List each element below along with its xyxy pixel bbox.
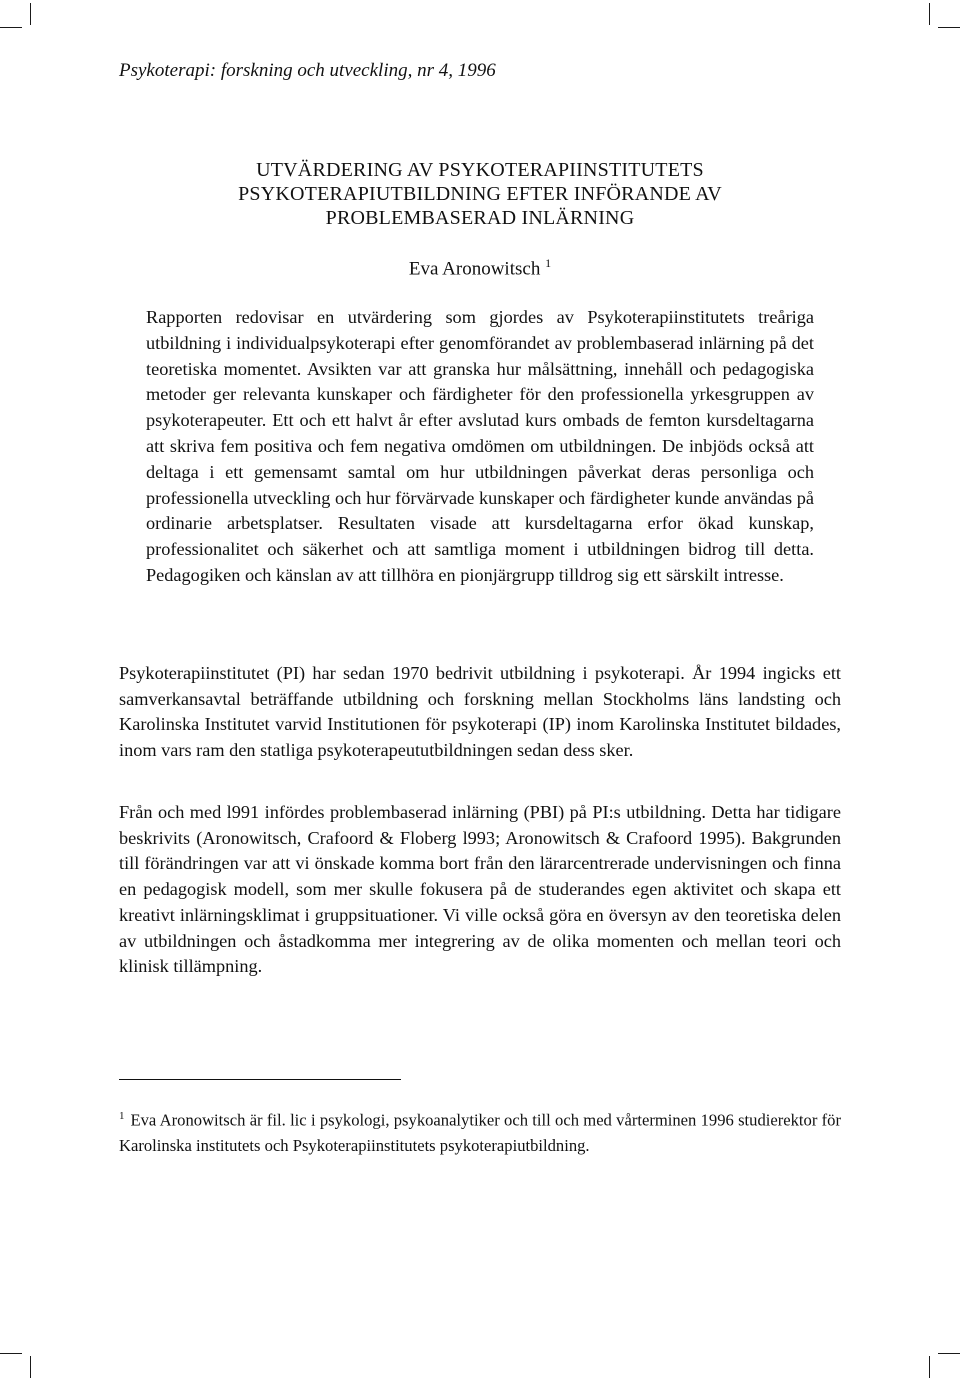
title-line-1: UTVÄRDERING AV PSYKOTERAPIINSTITUTETS — [256, 159, 704, 181]
crop-mark-top-left-h — [0, 27, 22, 28]
author-footnote-marker: 1 — [545, 256, 552, 270]
footnote-marker: 1 — [119, 1110, 125, 1122]
footnote-text: Eva Aronowitsch är fil. lic i psykologi, psykoanalytiker och till och med vårterminen 1996 studierektor för Karolinska institutets och Psykoterapiinstitutets psykoterapiutbildning. — [119, 1110, 841, 1155]
crop-mark-bottom-left-h — [0, 1353, 22, 1354]
footnote-rule — [119, 1079, 401, 1080]
crop-mark-bottom-right-v — [929, 1356, 930, 1378]
journal-header: Psykoterapi: forskning och utveckling, nr 4, 1996 — [119, 60, 496, 81]
crop-mark-top-left-v — [30, 3, 31, 25]
crop-mark-bottom-left-v — [30, 1356, 31, 1378]
crop-mark-top-right-v — [929, 3, 930, 25]
body-paragraph-2: Från och med l991 infördes problembaserad inlärning (PBI) på PI:s utbildning. Detta har tidigare beskrivits (Aronowitsch, Crafoord & Floberg l993; Aronowitsch & Crafoord 1995). Bakgrunden till förändringen var att vi önskade komma bort från den lärarcentrerade undervisningen och finna en pedagogisk modell, som mer skulle fokusera på de studerandes egen aktivitet och skapa ett kreativt inlärningsklimat i gruppsituationer. Vi ville också göra en översyn av den teoretiska delen av utbildningen och åstadkomma mer integrering av de olika momenten och mellan teori och klinisk tillämpning. — [119, 802, 841, 977]
footnote — [119, 1104, 841, 1158]
abstract: Rapporten redovisar en utvärdering som gjordes av Psykoterapiinstitutets treåriga utbildning i individualpsykoterapi efter genomförandet av problembaserad inlärning på det teoretiska momentet. Avsikten var att granska hur målsättning, innehåll och pedagogiska metoder ger relevanta kunskaper och färdigheter för den professionella yrkesgruppen av psykoterapeuter. Ett och ett halvt år efter avslutad kurs ombads de femton kursdeltagarna att skriva fem positiva och fem negativa omdömen om utbildningen. De inbjöds också att deltaga i ett gemensamt samtal om hur utbildningen påverkat deras personliga och professionella utveckling och hur förvärvade kunskaper och färdigheter kunde användas på ordinarie arbetsplatser. Resultaten visade att kursdeltagarna erfor ökad kunskap, professionalitet och säkerhet och att samtliga moment i utbildningen bidrog till detta. Pedagogiken och känslan av att tillhöra en pionjärgrupp tilldrog sig ett särskilt intresse. — [146, 307, 814, 585]
crop-mark-bottom-right-h — [938, 1353, 960, 1354]
title-line-2: PSYKOTERAPIUTBILDNING EFTER INFÖRANDE AV — [238, 183, 722, 205]
crop-mark-top-right-h — [938, 27, 960, 28]
body-paragraph-1: Psykoterapiinstitutet (PI) har sedan 1970 bedrivit utbildning i psykoterapi. År 1994 ingicks ett samverkansavtal beträffande utbildning och forskning mellan Stockholms läns landsting och Karolinska Institutet varvid Institutionen för psykoterapi (IP) inom Karolinska Institutet bildades, inom vars ram den statliga psykoterapeututbildningen sedan dess sker. — [119, 663, 841, 761]
article-title — [0, 158, 960, 230]
title-line-3: PROBLEMBASERAD INLÄRNING — [325, 207, 635, 229]
author-line — [0, 256, 960, 280]
author-name: Eva Aronowitsch — [408, 258, 541, 280]
